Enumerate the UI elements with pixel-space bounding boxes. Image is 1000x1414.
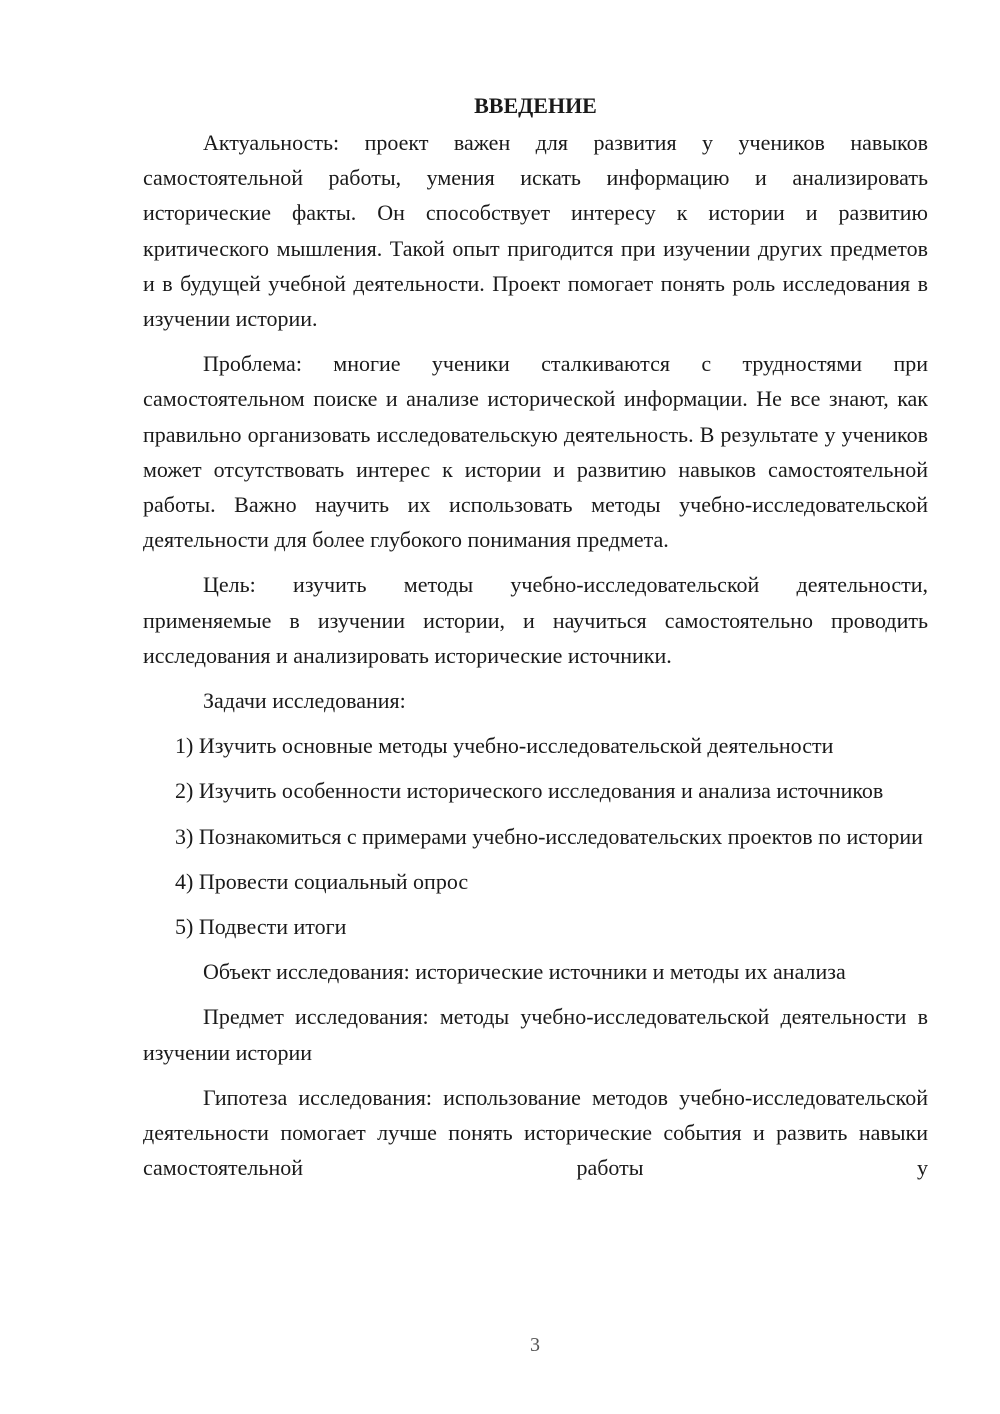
task-item-5: 5) Подвести итоги [175, 914, 347, 940]
tasks-heading: Задачи исследования: [203, 688, 406, 714]
page-number: 3 [530, 1334, 540, 1356]
document-page [143, 88, 928, 1185]
task-item-4: 4) Провести социальный опрос [175, 868, 469, 894]
paragraph-goal: Цель: изучить методы учебно-исследовательской деятельности, применяемые в изучении истории, и научиться самостоятельно проводить исследования и анализировать исторические источники. [143, 572, 928, 668]
paragraph-subject: Предмет исследования: методы учебно-исследовательской деятельности в изучении истории [143, 1004, 928, 1065]
task-item-3: 3) Познакомиться с примерами учебно-исследовательских проектов по истории [175, 823, 923, 849]
task-item-1: 1) Изучить основные методы учебно-исследовательской деятельности [175, 733, 834, 759]
paragraph-hypothesis: Гипотеза исследования: использование методов учебно-исследовательской деятельности помогает лучше понять исторические события и развить навыки самостоятельной работы у [143, 1084, 928, 1181]
paragraph-relevance: Актуальность: проект важен для развития у учеников навыков самостоятельной работы, умения искать информацию и анализировать исторические факты. Он способствует интересу к истории и развитию критического мышления. Такой опыт пригодится при изучении других предметов и в будущей учебной деятельности. Проект помогает понять роль исследования в изучении истории. [143, 130, 928, 332]
task-item-2: 2) Изучить особенности исторического исследования и анализа источников [175, 778, 884, 804]
section-title: ВВЕДЕНИЕ [474, 93, 597, 118]
paragraph-problem: Проблема: многие ученики сталкиваются с трудностями при самостоятельном поиске и анализе исторической информации. Не все знают, как правильно организовать исследовательскую деятельность. В результате у учеников может отсутствовать интерес к истории и развитию навыков самостоятельной работы. Важно научить их использовать методы учебно-исследовательской деятельности для более глубокого понимания предмета. [143, 351, 928, 553]
paragraph-object: Объект исследования: исторические источники и методы их анализа [203, 959, 846, 985]
